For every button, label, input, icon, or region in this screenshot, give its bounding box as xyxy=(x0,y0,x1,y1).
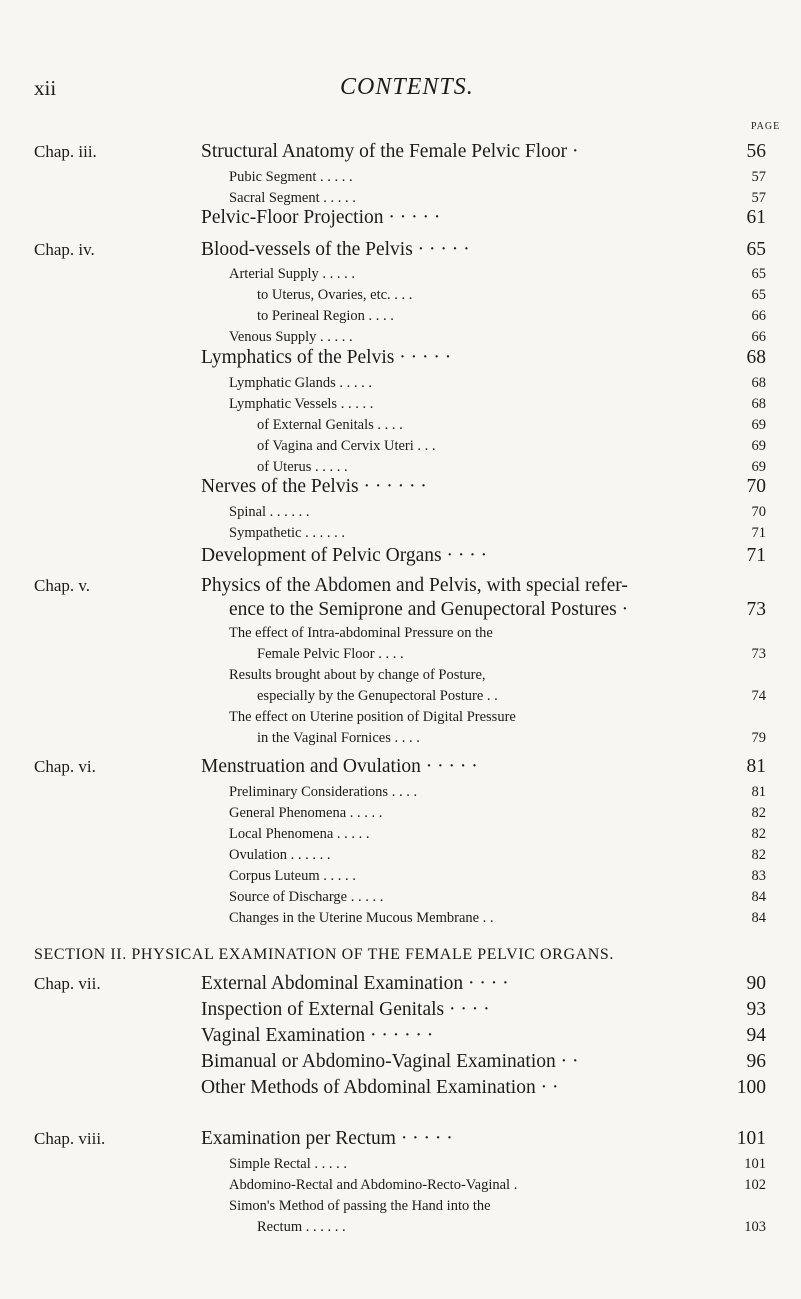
toc-entry[interactable] xyxy=(201,1077,766,1101)
section-heading: SECTION II. PHYSICAL EXAMINATION OF THE FEMALE PELVIC ORGANS. xyxy=(34,946,615,963)
toc-entry[interactable] xyxy=(201,1025,766,1049)
toc-entry[interactable] xyxy=(229,889,766,907)
entry-page: 94 xyxy=(746,1025,766,1046)
entry-page: 81 xyxy=(746,756,766,777)
entry-title: Blood-vessels of the Pelvis · · · · · xyxy=(201,239,470,260)
toc-entry[interactable] xyxy=(201,1128,766,1152)
entry-page: 82 xyxy=(751,847,766,863)
entry-title: Simon's Method of passing the Hand into the xyxy=(229,1198,491,1214)
entry-page: 82 xyxy=(751,805,766,821)
entry-page: 81 xyxy=(751,784,766,800)
toc-entry[interactable] xyxy=(229,266,766,284)
entry-title: Physics of the Abdomen and Pelvis, with special refer- xyxy=(201,575,628,596)
entry-page: 66 xyxy=(751,329,766,345)
entry-title: Bimanual or Abdomino-Vaginal Examination · · xyxy=(201,1051,579,1072)
entry-title: Corpus Luteum . . . . . xyxy=(229,868,356,884)
entry-page: 79 xyxy=(751,730,766,746)
entry-title: to Uterus, Ovaries, etc. . . . xyxy=(257,287,413,303)
entry-title: Lymphatic Vessels . . . . . xyxy=(229,396,374,412)
toc-entry[interactable] xyxy=(201,239,766,263)
toc-entry[interactable] xyxy=(201,973,766,997)
entry-title: in the Vaginal Fornices . . . . xyxy=(257,730,420,746)
toc-entry[interactable] xyxy=(229,667,766,685)
entry-title: Nerves of the Pelvis · · · · · · xyxy=(201,476,427,497)
entry-title: ence to the Semiprone and Genupectoral Postures · xyxy=(229,599,629,620)
entry-title: Results brought about by change of Posture, xyxy=(229,667,486,683)
entry-title: Spinal . . . . . . xyxy=(229,504,310,520)
toc-entry[interactable] xyxy=(257,688,766,706)
toc-entry[interactable] xyxy=(257,646,766,664)
toc-entry[interactable] xyxy=(201,141,766,165)
entry-page: 65 xyxy=(751,266,766,282)
toc-entry[interactable] xyxy=(229,329,766,347)
toc-entry[interactable] xyxy=(257,459,766,477)
entry-title: Development of Pelvic Organs · · · · xyxy=(201,545,488,566)
entry-title: Local Phenomena . . . . . xyxy=(229,826,370,842)
toc-entry[interactable] xyxy=(201,545,766,569)
toc-entry[interactable] xyxy=(229,805,766,823)
toc-entry[interactable] xyxy=(229,525,766,543)
chapter-label: Chap. viii. xyxy=(34,1129,106,1148)
entry-title: The effect of Intra-abdominal Pressure on the xyxy=(229,625,493,641)
entry-title: Pubic Segment . . . . . xyxy=(229,169,353,185)
entry-title: of Uterus . . . . . xyxy=(257,459,348,475)
toc-entry[interactable] xyxy=(229,504,766,522)
toc-entry[interactable] xyxy=(229,190,766,208)
entry-title: Examination per Rectum · · · · · xyxy=(201,1128,453,1149)
entry-page: 71 xyxy=(751,525,766,541)
entry-title: Changes in the Uterine Mucous Membrane . . xyxy=(229,910,494,926)
entry-title: Arterial Supply . . . . . xyxy=(229,266,356,282)
entry-title: of External Genitals . . . . xyxy=(257,417,403,433)
toc-entry[interactable] xyxy=(257,308,766,326)
entry-page: 93 xyxy=(746,999,766,1020)
entry-title: External Abdominal Examination · · · · xyxy=(201,973,509,994)
entry-page: 69 xyxy=(751,438,766,454)
entry-title: Vaginal Examination · · · · · · xyxy=(201,1025,434,1046)
toc-entry[interactable] xyxy=(229,625,766,643)
entry-page: 71 xyxy=(746,545,766,566)
toc-entry[interactable] xyxy=(229,1156,766,1174)
entry-page: 102 xyxy=(744,1177,766,1193)
page-title: CONTENTS. xyxy=(340,74,474,100)
entry-page: 61 xyxy=(746,207,766,228)
toc-entry[interactable] xyxy=(201,756,766,780)
entry-title: Menstruation and Ovulation · · · · · xyxy=(201,756,478,777)
toc-entry[interactable] xyxy=(201,1051,766,1075)
toc-entry[interactable] xyxy=(257,287,766,305)
entry-title: Simple Rectal . . . . . xyxy=(229,1156,347,1172)
toc-entry[interactable] xyxy=(229,868,766,886)
entry-page: 70 xyxy=(751,504,766,520)
page-column-label: PAGE xyxy=(751,121,781,132)
toc-entry[interactable] xyxy=(201,207,766,231)
entry-title: Other Methods of Abdominal Examination · · xyxy=(201,1077,559,1098)
entry-page: 74 xyxy=(751,688,766,704)
page-number: xii xyxy=(34,76,57,100)
entry-title: Lymphatics of the Pelvis · · · · · xyxy=(201,347,452,368)
entry-page: 100 xyxy=(736,1077,766,1098)
chapter-label: Chap. v. xyxy=(34,576,91,595)
entry-title: Venous Supply . . . . . xyxy=(229,329,353,345)
toc-entry[interactable] xyxy=(229,826,766,844)
entry-title: Preliminary Considerations . . . . xyxy=(229,784,418,800)
entry-title: Pelvic-Floor Projection · · · · · xyxy=(201,207,441,228)
entry-page: 90 xyxy=(746,973,766,994)
entry-page: 83 xyxy=(751,868,766,884)
entry-page: 82 xyxy=(751,826,766,842)
entry-page: 84 xyxy=(751,910,766,926)
entry-page: 66 xyxy=(751,308,766,324)
toc-entry[interactable] xyxy=(229,396,766,414)
toc-entry[interactable] xyxy=(201,575,766,599)
entry-page: 69 xyxy=(751,459,766,475)
entry-page: 103 xyxy=(744,1219,766,1235)
entry-title: Source of Discharge . . . . . xyxy=(229,889,384,905)
toc-entry[interactable] xyxy=(257,438,766,456)
entry-page: 73 xyxy=(751,646,766,662)
entry-page: 68 xyxy=(746,347,766,368)
entry-title: Female Pelvic Floor . . . . xyxy=(257,646,404,662)
chapter-label: Chap. vii. xyxy=(34,974,101,993)
toc-entry[interactable] xyxy=(229,1198,766,1216)
entry-title: Rectum . . . . . . xyxy=(257,1219,346,1235)
toc-entry[interactable] xyxy=(201,347,766,371)
entry-page: 84 xyxy=(751,889,766,905)
entry-title: General Phenomena . . . . . xyxy=(229,805,383,821)
toc-entry[interactable] xyxy=(257,1219,766,1237)
entry-title: Ovulation . . . . . . xyxy=(229,847,331,863)
toc-entry[interactable] xyxy=(229,709,766,727)
entry-page: 69 xyxy=(751,417,766,433)
chapter-label: Chap. iii. xyxy=(34,142,97,161)
toc-entry[interactable] xyxy=(229,375,766,393)
entry-page: 57 xyxy=(751,169,766,185)
toc-entry[interactable] xyxy=(229,910,766,928)
entry-page: 68 xyxy=(751,375,766,391)
entry-title: Abdomino-Rectal and Abdomino-Recto-Vaginal . xyxy=(229,1177,518,1193)
toc-entry[interactable] xyxy=(229,169,766,187)
entry-title: to Perineal Region . . . . xyxy=(257,308,394,324)
entry-page: 57 xyxy=(751,190,766,206)
toc-entry[interactable] xyxy=(201,476,766,500)
entry-title: Structural Anatomy of the Female Pelvic Floor · xyxy=(201,141,579,162)
entry-page: 68 xyxy=(751,396,766,412)
chapter-label: Chap. vi. xyxy=(34,757,96,776)
entry-page: 101 xyxy=(736,1128,766,1149)
entry-page: 73 xyxy=(746,599,766,620)
entry-title: The effect on Uterine position of Digital Pressure xyxy=(229,709,516,725)
toc-entry[interactable] xyxy=(257,417,766,435)
toc-entry[interactable] xyxy=(229,599,766,623)
entry-page: 70 xyxy=(746,476,766,497)
toc-entry[interactable] xyxy=(257,730,766,748)
toc-entry[interactable] xyxy=(201,999,766,1023)
entry-page: 56 xyxy=(746,141,766,162)
entry-page: 101 xyxy=(744,1156,766,1172)
entry-title: of Vagina and Cervix Uteri . . . xyxy=(257,438,436,454)
entry-page: 65 xyxy=(746,239,766,260)
entry-title: especially by the Genupectoral Posture . . xyxy=(257,688,498,704)
entry-title: Sympathetic . . . . . . xyxy=(229,525,345,541)
toc-entry[interactable] xyxy=(229,784,766,802)
toc-entry[interactable] xyxy=(229,1177,766,1195)
toc-entry[interactable] xyxy=(229,847,766,865)
entry-title: Sacral Segment . . . . . xyxy=(229,190,356,206)
entry-page: 96 xyxy=(746,1051,766,1072)
entry-title: Lymphatic Glands . . . . . xyxy=(229,375,372,391)
entry-page: 65 xyxy=(751,287,766,303)
chapter-label: Chap. iv. xyxy=(34,240,95,259)
entry-title: Inspection of External Genitals · · · · xyxy=(201,999,490,1020)
